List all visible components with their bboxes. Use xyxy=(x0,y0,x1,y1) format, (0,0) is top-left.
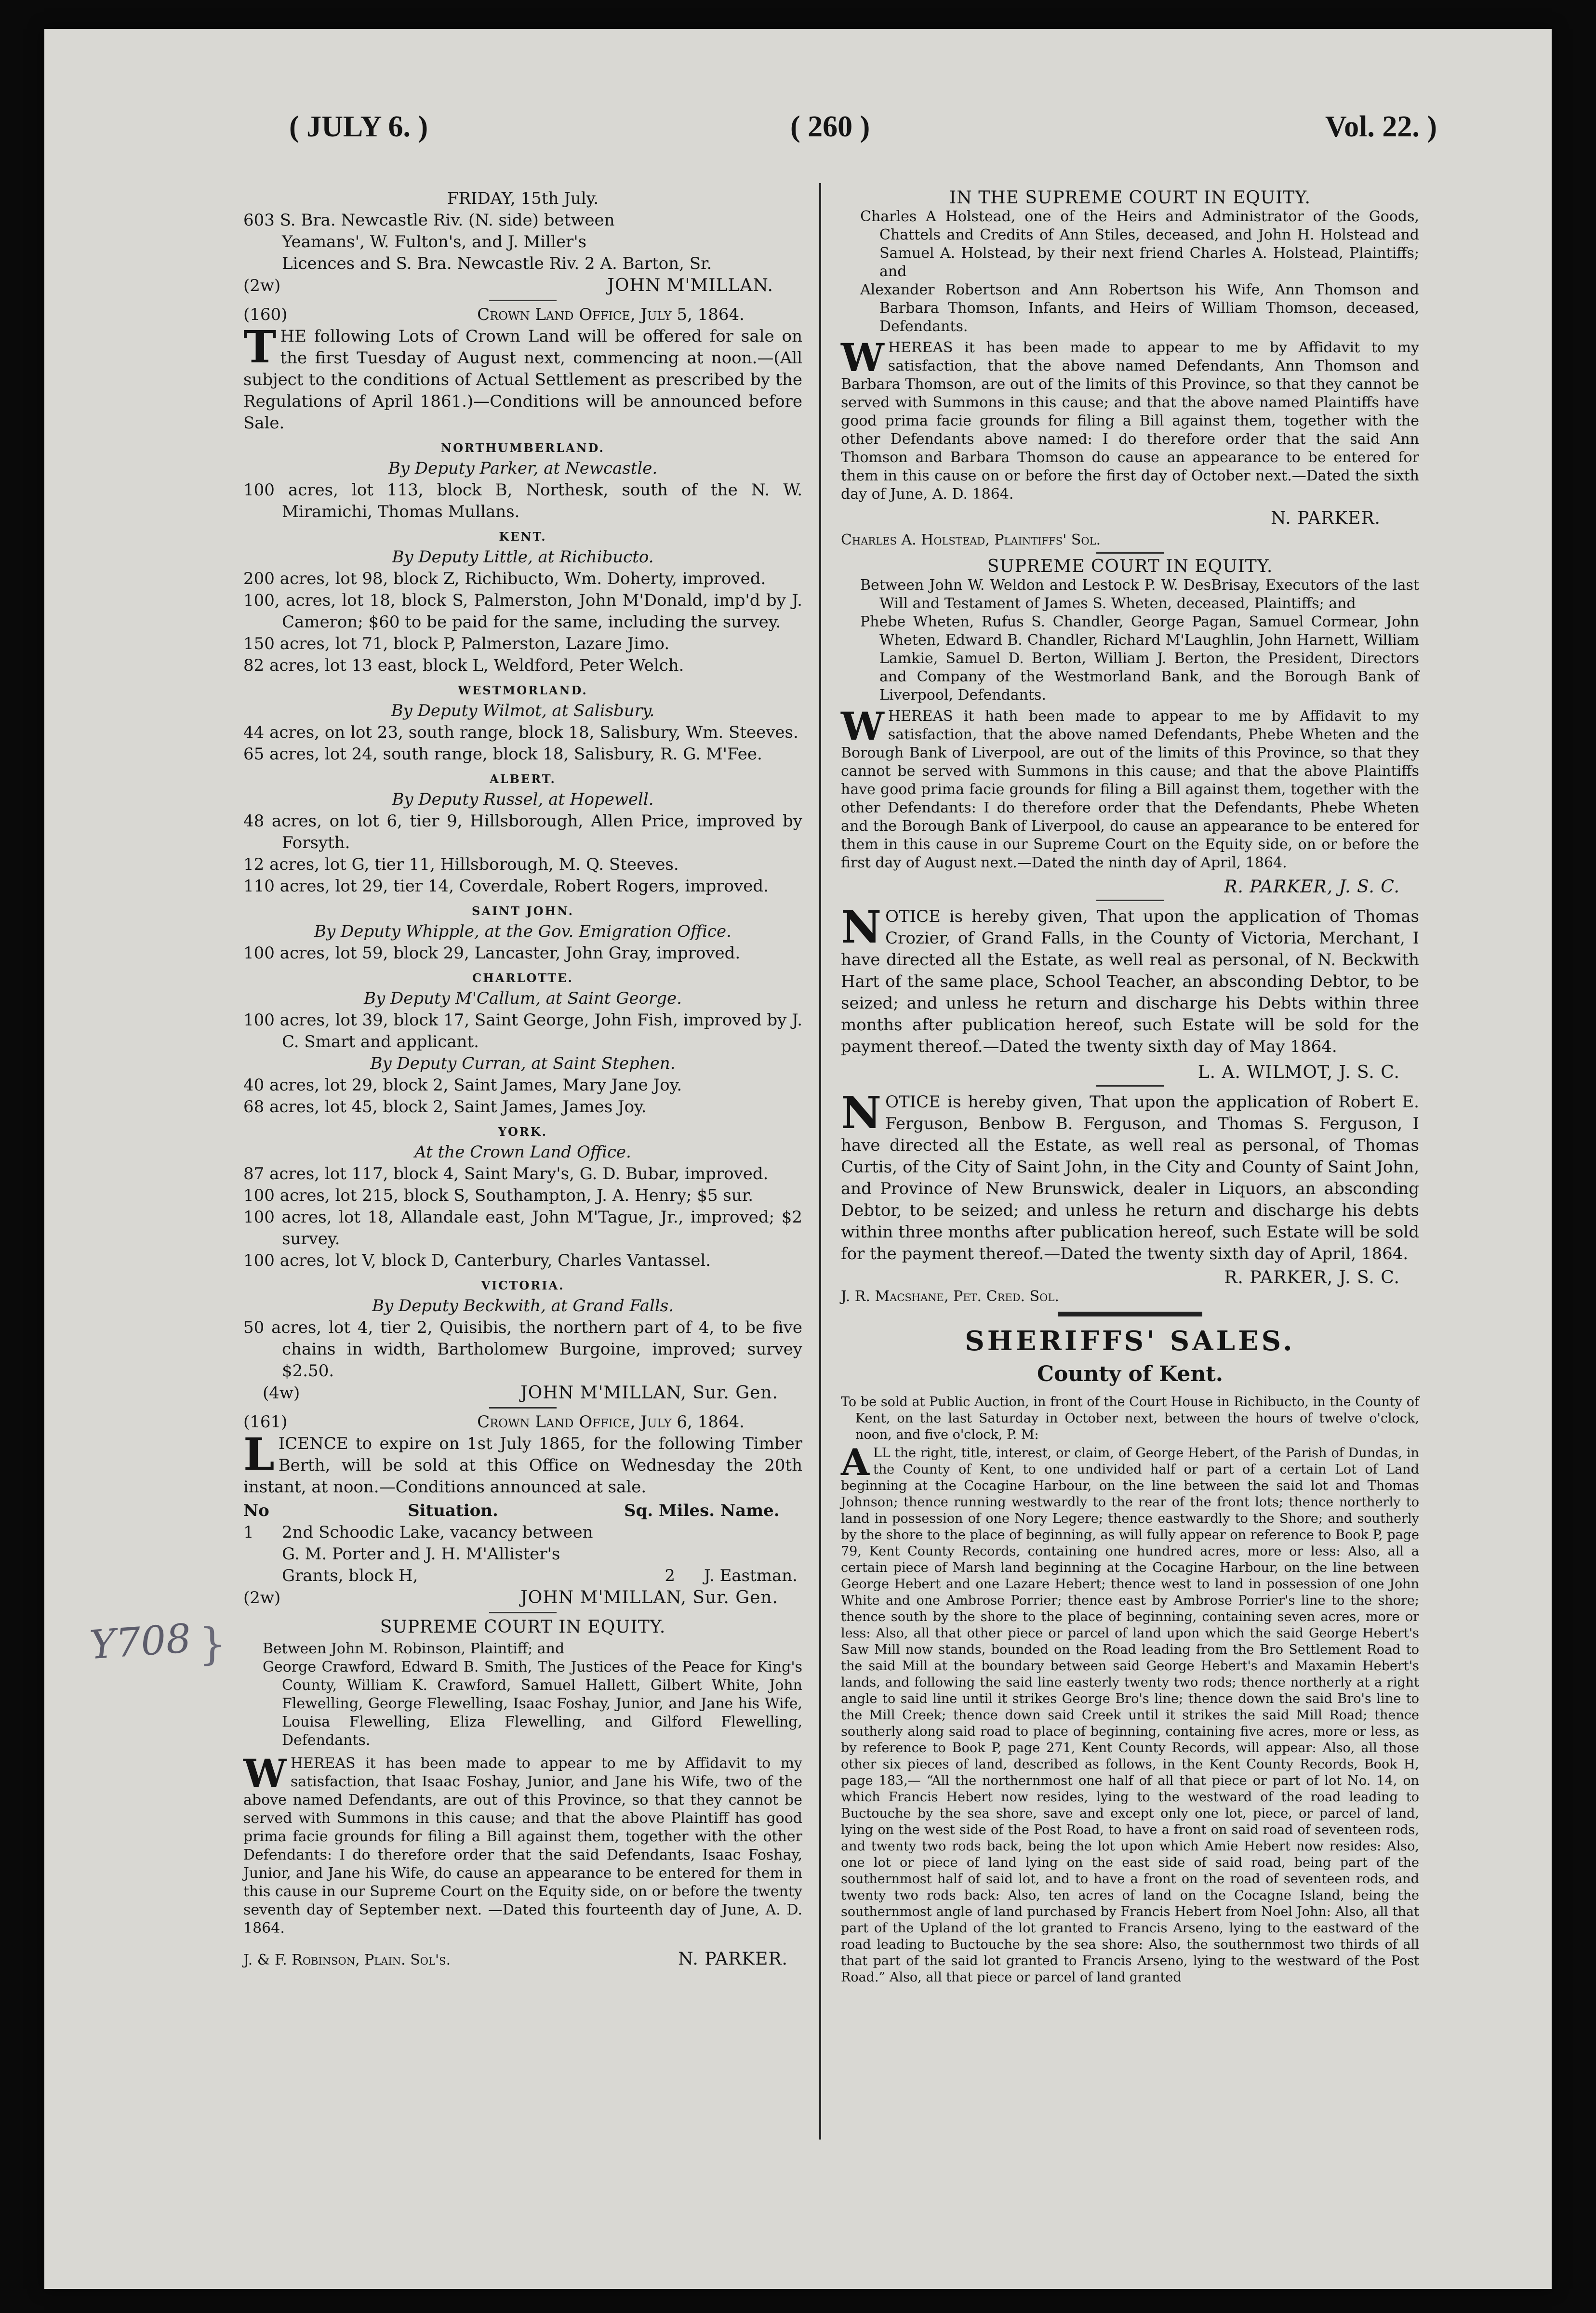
case-order xyxy=(243,1751,802,1938)
table-cell-situation xyxy=(282,1522,802,1587)
timber-berth-table xyxy=(243,1500,802,1587)
drop-cap: W xyxy=(841,335,884,380)
lot-603-line2: Yeamans', W. Fulton's, and J. Miller's xyxy=(282,232,587,252)
drop-cap: T xyxy=(243,321,277,373)
deputy-line: By Deputy Whipple, at the Gov. Emigration Office. xyxy=(314,922,732,941)
table-header-row xyxy=(243,1500,802,1522)
drop-cap: W xyxy=(841,704,884,749)
land-lot: 50 acres, lot 4, tier 2, Quisibis, the northern part of 4, to be five chains in width, Bartholomew Burgoine, improved; survey $2.50. xyxy=(243,1318,802,1381)
land-lot: 100 acres, lot 18, Allandale east, John M'Tague, Jr., improved; $2 survey. xyxy=(243,1208,802,1249)
sale-date-heading: FRIDAY, 15th July. xyxy=(447,189,599,208)
divider xyxy=(489,1407,557,1409)
absconding-notice-2 xyxy=(841,1087,1419,1265)
signature-row xyxy=(243,1382,802,1404)
county-heading: WESTMORLAND. xyxy=(458,683,588,697)
land-lot: 12 acres, lot G, tier 11, Hillsborough, M. Q. Steeves. xyxy=(243,855,679,874)
situation-line: G. M. Porter and J. H. M'Allister's xyxy=(282,1544,560,1564)
deputy-line: By Deputy Little, at Richibucto. xyxy=(392,547,654,567)
case-order xyxy=(841,335,1419,504)
drop-cap: N xyxy=(841,901,882,953)
judge-signature: R. PARKER, J. S. C. xyxy=(1224,1268,1400,1288)
deputy-line: By Deputy Wilmot, at Salisbury. xyxy=(391,701,655,720)
land-lot: 65 acres, lot 24, south range, block 18, Salisbury, R. G. M'Fee. xyxy=(243,744,762,764)
case-parties: Charles A Holstead, one of the Heirs and Administrator of the Goods, Chattels and Credits of Ann Stiles, deceased, and John H. Holstead and Samuel A. Holstead, by their next friend Charles A. Holstead, Plaintiffs; and xyxy=(860,208,1419,280)
land-lot: 110 acres, lot 29, tier 14, Coverdale, Robert Rogers, improved. xyxy=(243,877,769,896)
drop-cap: N xyxy=(841,1087,882,1139)
signature-name: JOHN M'MILLAN, Sur. Gen. xyxy=(520,1588,778,1608)
section-title: SUPREME COURT IN EQUITY. xyxy=(987,557,1273,576)
divider xyxy=(1096,900,1164,901)
judge-signature: L. A. WILMOT, J. S. C. xyxy=(1197,1063,1400,1082)
situation-row xyxy=(282,1565,802,1587)
notice-text: HE following Lots of Crown Land will be offered for sale on the first Tuesday of August next, commencing at noon.—(All subject to the conditions of Actual Settlement as prescribed by the Regulations of April 1861.)—Conditions will be announced before Sale. xyxy=(243,327,802,433)
land-lot: 40 acres, lot 29, block 2, Saint James, Mary Jane Joy. xyxy=(243,1076,682,1095)
signature-number: (2w) xyxy=(243,1588,281,1608)
notice-number: (161) xyxy=(243,1412,288,1432)
table-header-situation: Situation. xyxy=(408,1501,498,1520)
order-text: HEREAS it has been made to appear to me by Affidavit to my satisfaction, that Isaac Foshay, Junior, and Jane his Wife, two of the above named Defendants, are out of this Province, so that they cannot be served with Summons in this cause; and that the above Plaintiff has good prima facie grounds for filing a Bill against them, together with the other Defendants: I do therefore order that the said Defendants, Isaac Foshay, Junior, and Jane his Wife, do cause an appearance to be entered for them in this cause in our Supreme Court on the Equity side, on or before the twenty seventh day of September next. —Dated this fourteenth day of June, A. D. 1864. xyxy=(243,1755,802,1937)
notice-number: (160) xyxy=(243,305,288,324)
land-lot: 100 acres, lot 39, block 17, Saint George, John Fish, improved by J. C. Smart and applicant. xyxy=(243,1010,802,1051)
judge-signature: R. PARKER, J. S. C. xyxy=(1224,877,1400,897)
notice-text: OTICE is hereby given, That upon the application of Robert E. Ferguson, Benbow B. Ferguson, and Thomas S. Ferguson, I have directed all the Estate, as well real as personal, of Thomas Curtis, of the City of Saint John, in the City and County of Saint John, and Province of New Brunswick, dealer in Liquors, an absconding Debtor, to be seized; and unless he return and discharge his debts within three months after publication hereof, such Estate will be sold for the payment thereof.—Dated the twenty sixth day of April, 1864. xyxy=(841,1092,1419,1263)
table-header-no: No xyxy=(243,1501,269,1520)
divider xyxy=(489,300,557,301)
handwritten-brace: } xyxy=(199,1619,226,1670)
drop-cap: L xyxy=(243,1428,275,1480)
lot-603-line3: Licences and S. Bra. Newcastle Riv. 2 A. Barton, Sr. xyxy=(282,254,712,273)
notice-161-body xyxy=(243,1428,802,1498)
land-lot: 100 acres, lot 215, block S, Southampton, J. A. Henry; $5 sur. xyxy=(243,1186,754,1205)
county-heading: CHARLOTTE. xyxy=(472,971,573,985)
case-between: Between John M. Robinson, Plaintiff; and xyxy=(263,1640,565,1657)
divider xyxy=(1096,1085,1164,1087)
deputy-line: By Deputy Parker, at Newcastle. xyxy=(388,459,658,478)
table-row xyxy=(243,1522,802,1587)
signature-name: JOHN M'MILLAN, Sur. Gen. xyxy=(520,1383,778,1403)
land-lot: 44 acres, on lot 23, south range, block 18, Salisbury, Wm. Steeves. xyxy=(243,723,798,742)
header-page-number: ( 260 ) xyxy=(790,110,870,143)
deputy-line: By Deputy Beckwith, at Grand Falls. xyxy=(372,1296,674,1316)
solicitor-name: J. & F. Robinson, Plain. Sol's. xyxy=(243,1952,451,1968)
land-lot: 82 acres, lot 13 east, block L, Weldford, Peter Welch. xyxy=(243,656,684,675)
signature-row xyxy=(243,1587,802,1609)
header-date: ( JULY 6. ) xyxy=(289,110,428,143)
sale-intro: To be sold at Public Auction, in front of the Court House in Richibucto, in the County of Kent, on the last Saturday in October next, between the hours of twelve o'clock, noon, and five o'clock, P. M: xyxy=(841,1395,1419,1442)
sale-text: LL the right, title, interest, or claim, of George Hebert, of the Parish of Dundas, in the County of Kent, to one undivided half or part of a certain Lot of Land beginning at the Cocagine Harbour, on the line between the said lot and Thomas Johnson; thence running westwardly to the rear of the front lots; thence northerly to land in possession of one Nory Legere; thence eastwardly to the Shore; and southerly by the shore to the place of beginning, as will fully appear on reference to Book P, page 79, Kent County Records, containing one hundred acres, more or less: Also, all a certain piece of Marsh land beginning at the Cocagine Harbour, on the line between George Hebert and one Lazare Hebert; thence west to land in possession of one John White and one Ambrose Porrier; thence east by Ambrose Porrier's line to the shore; thence south by the shore to the place of beginning, containing seven acres, more or less: Also, all that other piece or parcel of land upon which the said George Hebert's Saw Mill now stands, bounded on the Road leading from the Bro Settlement Road to the said Mill at the boundary between said George Hebert's and Maxamin Hebert's lands, and following the said line easterly twenty two rods; thence northerly at a right angle to said line until it strikes George Bro's line; thence down the said Bro's line to the Mill Creek; thence down said Creek until it strikes the said Mill Road; thence southerly along said road to place of beginning, containing five acres, more or less, as by reference to Book P, page 271, Kent County Records, will appear: Also, all those other six pieces of land, described as follows, in the Kent County Records, Book H, page 183,— “All the northernmost one half of all that piece or part of lot No. 14, on which Francis Hebert now resides, lying to the westward of the road leading to Buctouche by the sea shore, save and except only one lot, piece, or parcel of land, lying on the west side of the Post Road, to have a front on said road of seventeen rods, and twenty two rods back, being the lot upon which Amie Hebert now resides: Also, one lot or piece of land lying on the east side of said road, being part of the southernmost half of said lot, and to have a front on the road of seventeen rods, and twenty two rods back: Also, ten acres of land on the Cocagne Island, being the southernmost angle of land purchased by Francis Hebert from Noel John: Also, all that part of the Upland of the lot granted to Francis Arseno, lying to the eastward of the road leading to Buctouche by the sea shore: Also, the southernmost two thirds of all that part of the said lot granted to Francis Arseno, lying to the westward of the Post Road.” Also, all that piece or parcel of land granted xyxy=(841,1446,1419,1985)
land-lot: 100 acres, lot 59, block 29, Lancaster, John Gray, improved. xyxy=(243,944,741,963)
county-heading: SAINT JOHN. xyxy=(471,904,574,918)
sheriffs-sales-heading: SHERIFFS' SALES. xyxy=(965,1325,1295,1357)
signature-number: (2w) xyxy=(243,276,281,295)
sale-description xyxy=(841,1441,1419,1986)
page-header xyxy=(289,110,1437,151)
county-heading: YORK. xyxy=(498,1125,548,1139)
case-order xyxy=(841,704,1419,872)
situation-line: 2nd Schoodic Lake, vacancy between xyxy=(282,1523,593,1542)
order-text: HEREAS it has been made to appear to me by Affidavit to my satisfaction, that the above named Defendants, Ann Thomson and Barbara Thomson, are out of the limits of this Province, so that they cannot be served with Summons in this cause; and that the above named Plaintiffs have good prima facie grounds for filing a Bill against them, together with the other Defendants above named: I do therefore order that the said Ann Thomson and Barbara Thomson do cause an appearance to be entered for them in this cause on or before the first day of October next.—Dated the sixth day of June, A. D. 1864. xyxy=(841,339,1419,503)
case-parties: George Crawford, Edward B. Smith, The Justices of the Peace for King's County, William K. Crawford, Samuel Hallett, Gilbert White, John Flewelling, George Flewelling, Isaac Foshay, Junior, and Jane his Wife, Louisa Flewelling, Eliza Flewelling, and Gilford Flewelling, Defendants. xyxy=(263,1659,802,1749)
column-divider xyxy=(819,183,821,2140)
land-lot: 100 acres, lot 113, block B, Northesk, south of the N. W. Miramichi, Thomas Mullans. xyxy=(243,480,802,521)
table-header-sq-miles: Sq. Miles. xyxy=(624,1501,715,1520)
right-column xyxy=(841,188,1419,1986)
heavy-divider xyxy=(1058,1312,1202,1316)
drop-cap: A xyxy=(841,1441,869,1484)
notice-160-body xyxy=(243,321,802,434)
case-parties: Alexander Robertson and Ann Robertson his Wife, Ann Thomson and Barbara Thomson, Infants, and Heirs of William Thomson, deceased, Defendants. xyxy=(860,281,1419,335)
deputy-line: By Deputy Russel, at Hopewell. xyxy=(392,790,654,809)
signature-row xyxy=(243,275,802,297)
order-text: HEREAS it hath been made to appear to me by Affidavit to my satisfaction, that the above named Defendants, Phebe Wheten and the Borough Bank of Liverpool, are out of the limits of this Province, so that they cannot be served with Summons in this cause; and that the above Plaintiffs have good prima facie grounds for filing a Bill against them, together with the other Defendants: I do therefore order that the Defendants, Phebe Wheten and the Borough Bank of Liverpool, do cause an appearance to be entered for them in this cause in our Supreme Court on the Equity side, on or before the first day of August next.—Dated the ninth day of April, 1864. xyxy=(841,708,1419,871)
handwritten-note: Y708 xyxy=(88,1615,193,1669)
county-heading: NORTHUMBERLAND. xyxy=(441,441,605,455)
land-lot: 48 acres, on lot 6, tier 9, Hillsborough, Allen Price, improved by Forsyth. xyxy=(243,811,802,852)
notice-text: ICENCE to expire on 1st July 1865, for the following Timber Berth, will be sold at this Office on Wednesday the 20th instant, at noon.—Conditions announced at sale. xyxy=(243,1434,802,1497)
header-volume: Vol. 22. ) xyxy=(1325,110,1437,143)
case-parties: Between John W. Weldon and Lestock P. W. DesBrisay, Executors of the last Will and Testament of James S. Wheten, deceased, Plaintiffs; and xyxy=(860,577,1419,612)
case-parties: Phebe Wheten, Rufus S. Chandler, George Pagan, Samuel Cormear, John Wheten, Edward B. Chandler, Richard M'Laughlin, John Harnett, William Lamkie, Samuel D. Berton, William J. Berton, the President, Directors and Company of the Westmorland Bank, and the Borough Bank of Liverpool, Defendants. xyxy=(860,613,1419,704)
land-lot: 100 acres, lot V, block D, Canterbury, Charles Vantassel. xyxy=(243,1251,711,1270)
table-header-name: Name. xyxy=(720,1501,780,1520)
notice-office-date: Crown Land Office, July 6, 1864. xyxy=(477,1412,745,1432)
land-lot: 87 acres, lot 117, block 4, Saint Mary's, G. D. Bubar, improved. xyxy=(243,1164,769,1183)
notice-160-header xyxy=(243,304,802,326)
lot-603-line1: 603 S. Bra. Newcastle Riv. (N. side) between xyxy=(243,211,615,230)
drop-cap: W xyxy=(243,1751,287,1796)
notice-161-header xyxy=(243,1411,802,1433)
land-lot: 150 acres, lot 71, block P, Palmerston, Lazare Jimo. xyxy=(243,634,670,653)
notice-office-date: Crown Land Office, July 5, 1864. xyxy=(477,305,745,324)
divider xyxy=(489,1612,557,1613)
county-of-kent-heading: County of Kent. xyxy=(1037,1362,1224,1386)
county-heading: KENT. xyxy=(499,530,547,544)
solicitor-name: Charles A. Holstead, Plaintiffs' Sol. xyxy=(841,532,1101,548)
table-cell-name: J. Eastman. xyxy=(704,1566,798,1585)
county-heading: VICTORIA. xyxy=(481,1278,565,1292)
solicitor-row xyxy=(243,1950,802,1969)
judge-signature: N. PARKER. xyxy=(678,1949,788,1969)
signature-name: JOHN M'MILLAN. xyxy=(607,276,773,295)
deputy-line: By Deputy M'Callum, at Saint George. xyxy=(364,989,682,1008)
section-title: IN THE SUPREME COURT IN EQUITY. xyxy=(949,188,1311,208)
land-lot: 200 acres, lot 98, block Z, Richibucto, Wm. Doherty, improved. xyxy=(243,569,766,588)
deputy-line: By Deputy Curran, at Saint Stephen. xyxy=(370,1054,676,1073)
notice-text: OTICE is hereby given, That upon the application of Thomas Crozier, of Grand Falls, in the County of Victoria, Merchant, I have directed all the Estate, as well real as personal, of N. Beckwith Hart of the same place, School Teacher, an absconding Debtor, to be seized; and unless he return and discharge his Debts within three months after publication hereof, such Estate will be sold for the payment thereof.—Dated the twenty sixth day of May 1864. xyxy=(841,907,1419,1056)
left-column xyxy=(243,188,802,1969)
absconding-notice-1 xyxy=(841,901,1419,1058)
table-cell-sq-miles: 2 xyxy=(665,1566,675,1585)
table-cell-no: 1 xyxy=(243,1523,254,1542)
land-lot: 68 acres, lot 45, block 2, Saint James, James Joy. xyxy=(243,1097,647,1117)
section-title: SUPREME COURT IN EQUITY. xyxy=(380,1617,666,1637)
situation-line: Grants, block H, xyxy=(282,1566,418,1585)
signature-number: (4w) xyxy=(263,1383,300,1403)
judge-signature: N. PARKER. xyxy=(1271,508,1381,528)
solicitor-name: J. R. Macshane, Pet. Cred. Sol. xyxy=(841,1288,1059,1305)
deputy-line: At the Crown Land Office. xyxy=(414,1143,631,1162)
divider xyxy=(1096,552,1164,554)
county-heading: ALBERT. xyxy=(490,772,556,786)
land-lot: 100, acres, lot 18, block S, Palmerston, John M'Donald, imp'd by J. Cameron; $60 to be paid for the same, including the survey. xyxy=(243,591,802,632)
